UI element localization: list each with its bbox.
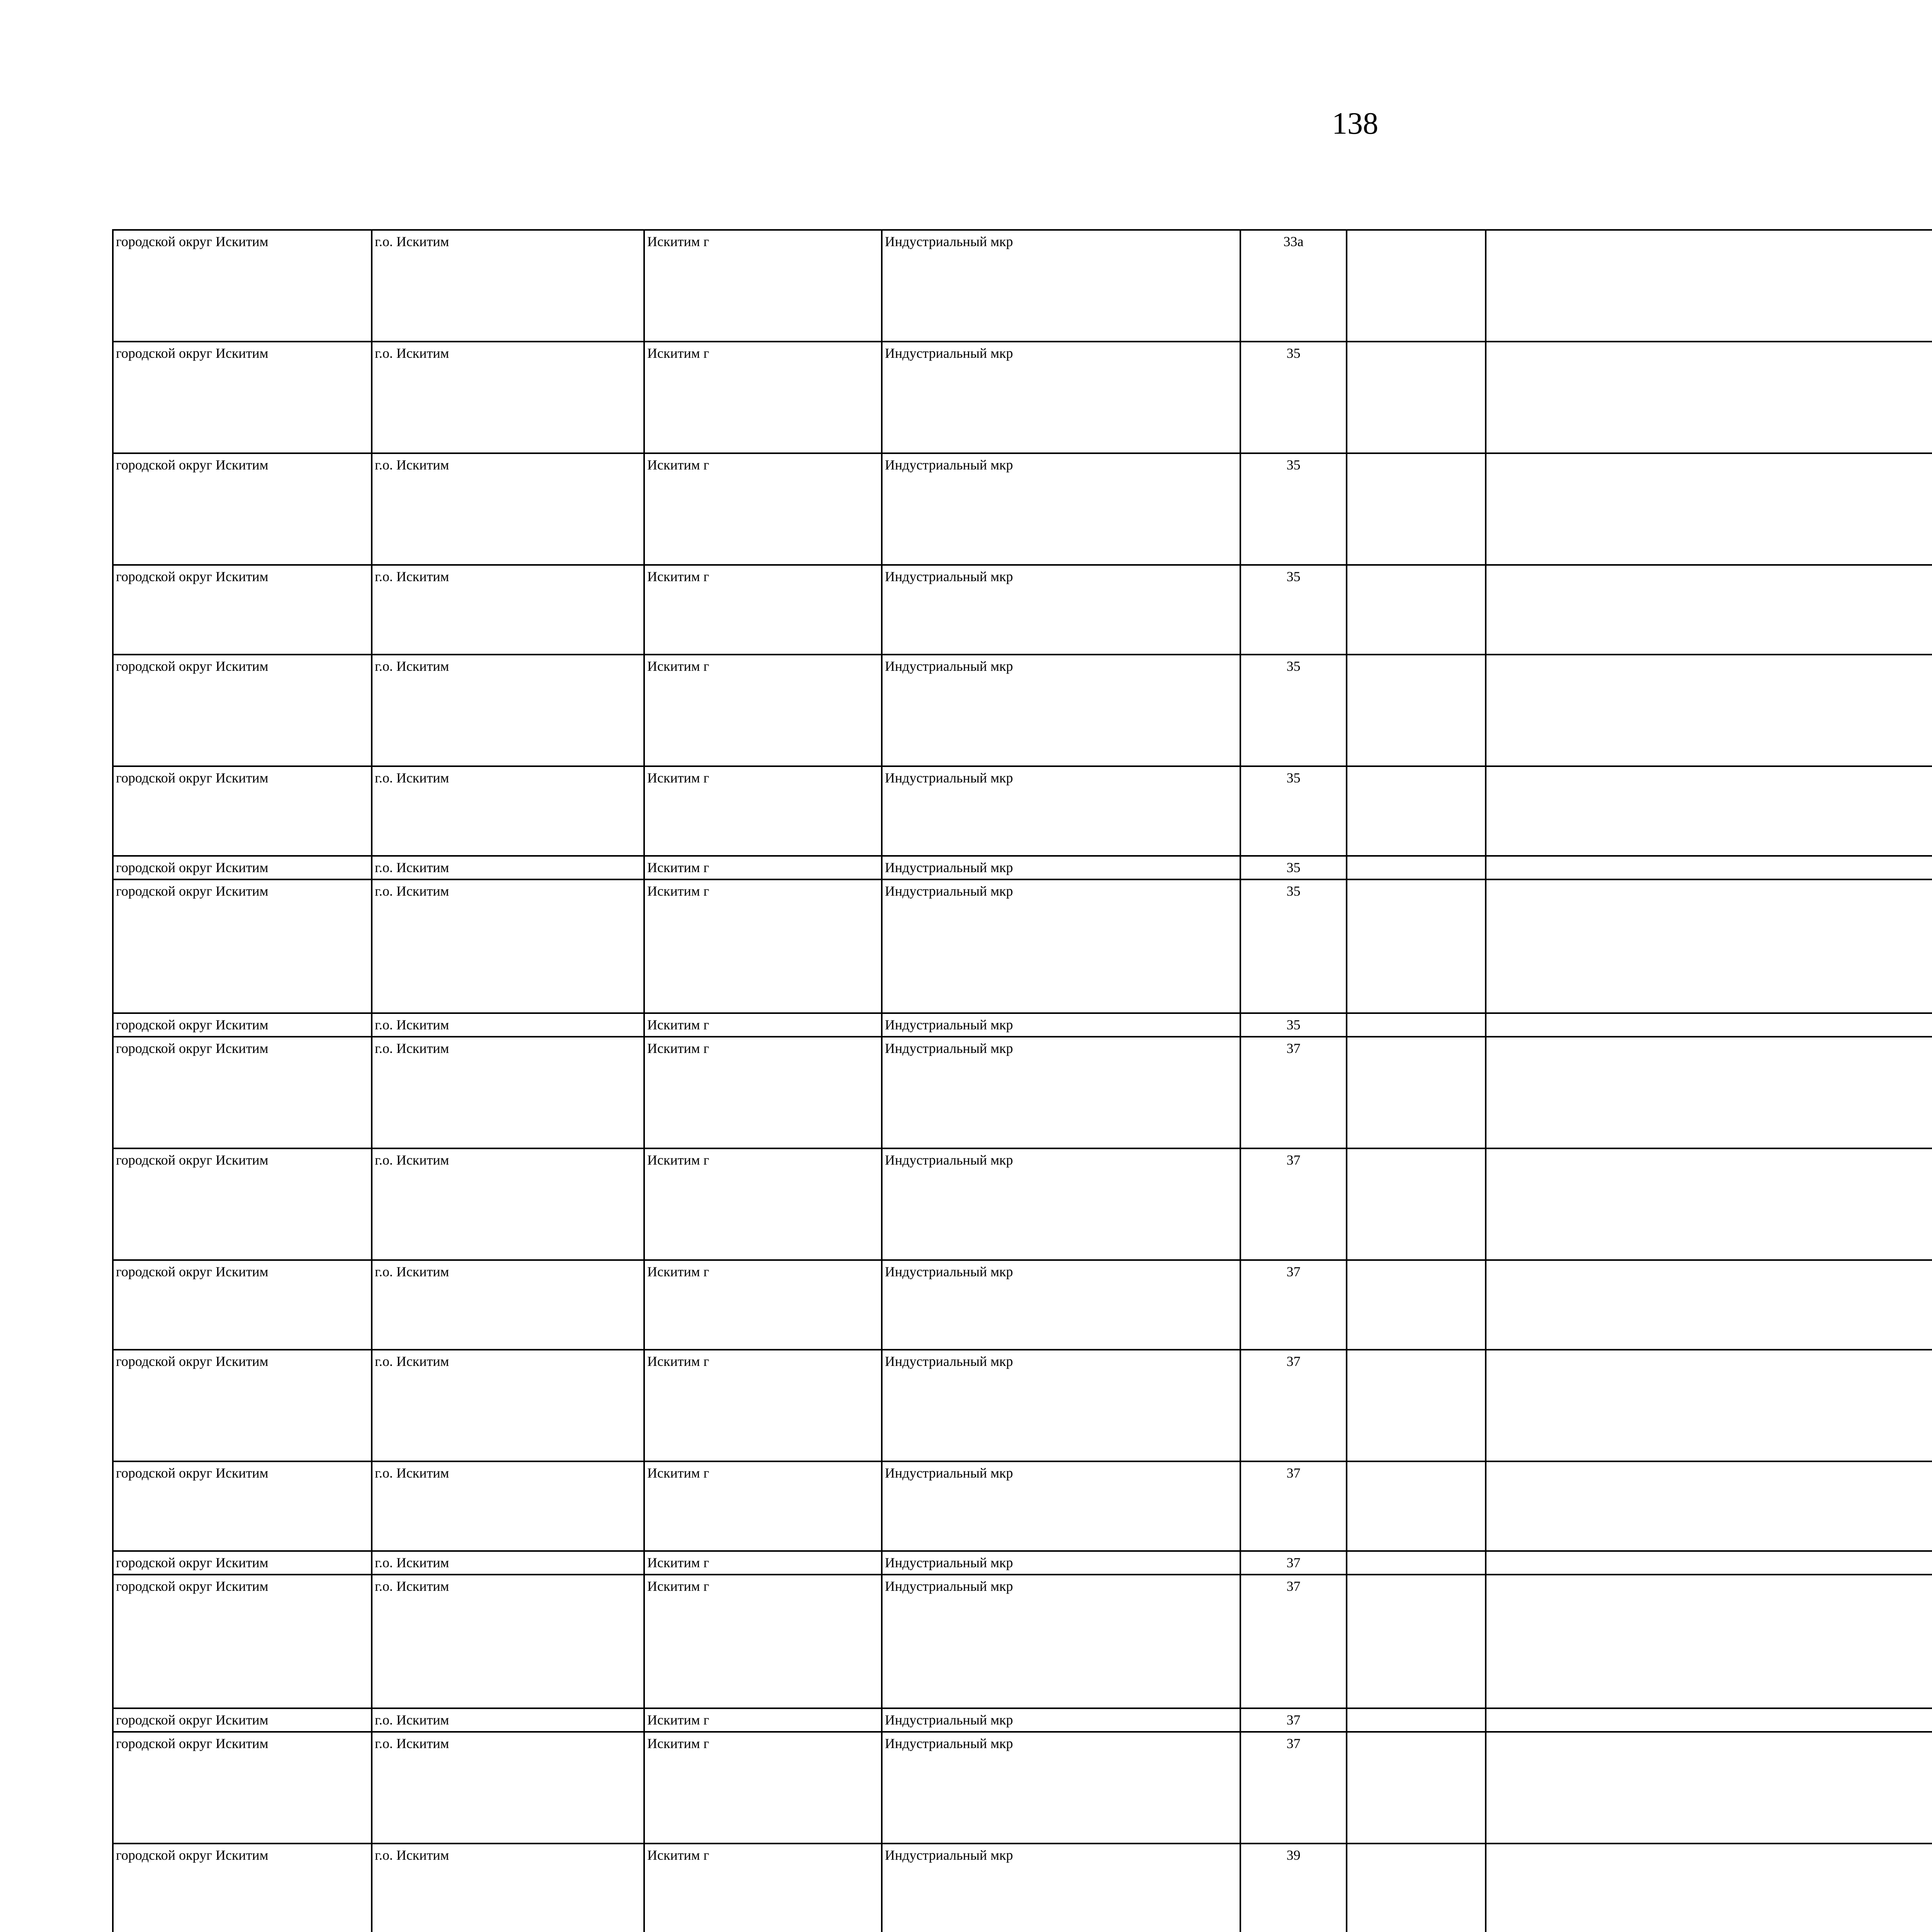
street-cell: Индустриальный мкр [882, 1013, 1240, 1037]
empty-cell [1347, 879, 1486, 1013]
table-row [113, 1708, 1932, 1732]
house-number-cell: 35 [1240, 655, 1347, 766]
build-year-cell [1486, 342, 1932, 453]
house-number-cell: 37 [1240, 1350, 1347, 1461]
municipality-cell: городской округ Искитим [113, 1350, 372, 1461]
build-year-cell [1486, 1037, 1932, 1148]
house-number-cell: 39 [1240, 1844, 1347, 1932]
table-row [113, 1844, 1932, 1932]
house-number-cell: 37 [1240, 1037, 1347, 1148]
empty-cell [1347, 1013, 1486, 1037]
build-year-cell [1486, 565, 1932, 655]
house-number-cell: 35 [1240, 766, 1347, 856]
city-cell: Искитим г [644, 1575, 882, 1708]
empty-cell [1347, 565, 1486, 655]
house-number-cell: 35 [1240, 565, 1347, 655]
street-cell: Индустриальный мкр [882, 655, 1240, 766]
table-row [113, 1013, 1932, 1037]
repair-schedule-table [112, 229, 1932, 1932]
municipality-cell: городской округ Искитим [113, 1575, 372, 1708]
empty-cell [1347, 1350, 1486, 1461]
district-cell: г.о. Искитим [372, 1575, 644, 1708]
street-cell: Индустриальный мкр [882, 1461, 1240, 1551]
build-year-cell [1486, 856, 1932, 879]
municipality-cell: городской округ Искитим [113, 1732, 372, 1844]
street-cell: Индустриальный мкр [882, 1708, 1240, 1732]
build-year-cell [1486, 655, 1932, 766]
empty-cell [1347, 1708, 1486, 1732]
district-cell: г.о. Искитим [372, 1350, 644, 1461]
table-row [113, 342, 1932, 453]
municipality-cell: городской округ Искитим [113, 1551, 372, 1575]
city-cell: Искитим г [644, 879, 882, 1013]
city-cell: Искитим г [644, 1708, 882, 1732]
house-number-cell: 37 [1240, 1461, 1347, 1551]
street-cell: Индустриальный мкр [882, 879, 1240, 1013]
table-row [113, 879, 1932, 1013]
table-row [113, 1575, 1932, 1708]
city-cell: Искитим г [644, 1350, 882, 1461]
district-cell: г.о. Искитим [372, 1732, 644, 1844]
table-row [113, 565, 1932, 655]
table-row [113, 1551, 1932, 1575]
build-year-cell [1486, 1551, 1932, 1575]
empty-cell [1347, 230, 1486, 342]
city-cell: Искитим г [644, 1013, 882, 1037]
municipality-cell: городской округ Искитим [113, 1461, 372, 1551]
city-cell: Искитим г [644, 1037, 882, 1148]
house-number-cell: 35 [1240, 856, 1347, 879]
city-cell: Искитим г [644, 1551, 882, 1575]
table-row [113, 856, 1932, 879]
table-row [113, 1732, 1932, 1844]
empty-cell [1347, 655, 1486, 766]
table-row [113, 1350, 1932, 1461]
build-year-cell [1486, 1844, 1932, 1932]
district-cell: г.о. Искитим [372, 879, 644, 1013]
city-cell: Искитим г [644, 1260, 882, 1350]
street-cell: Индустриальный мкр [882, 1551, 1240, 1575]
district-cell: г.о. Искитим [372, 342, 644, 453]
municipality-cell: городской округ Искитим [113, 1037, 372, 1148]
table-row [113, 766, 1932, 856]
house-number-cell: 37 [1240, 1260, 1347, 1350]
district-cell: г.о. Искитим [372, 1551, 644, 1575]
street-cell: Индустриальный мкр [882, 230, 1240, 342]
municipality-cell: городской округ Искитим [113, 453, 372, 565]
table-row [113, 1148, 1932, 1260]
house-number-cell: 37 [1240, 1732, 1347, 1844]
district-cell: г.о. Искитим [372, 1013, 644, 1037]
table-row [113, 655, 1932, 766]
city-cell: Искитим г [644, 1732, 882, 1844]
build-year-cell [1486, 879, 1932, 1013]
page-number: 138 [1332, 107, 1378, 141]
district-cell: г.о. Искитим [372, 856, 644, 879]
street-cell: Индустриальный мкр [882, 453, 1240, 565]
street-cell: Индустриальный мкр [882, 1844, 1240, 1932]
table-row [113, 453, 1932, 565]
build-year-cell [1486, 1732, 1932, 1844]
municipality-cell: городской округ Искитим [113, 879, 372, 1013]
build-year-cell [1486, 1708, 1932, 1732]
house-number-cell: 37 [1240, 1575, 1347, 1708]
empty-cell [1347, 1575, 1486, 1708]
city-cell: Искитим г [644, 1148, 882, 1260]
house-number-cell: 37 [1240, 1148, 1347, 1260]
street-cell: Индустриальный мкр [882, 1148, 1240, 1260]
street-cell: Индустриальный мкр [882, 1037, 1240, 1148]
empty-cell [1347, 1037, 1486, 1148]
empty-cell [1347, 1461, 1486, 1551]
municipality-cell: городской округ Искитим [113, 766, 372, 856]
district-cell: г.о. Искитим [372, 1148, 644, 1260]
table-row [113, 1037, 1932, 1148]
table-row [113, 1260, 1932, 1350]
house-number-cell: 33а [1240, 230, 1347, 342]
build-year-cell [1486, 1013, 1932, 1037]
municipality-cell: городской округ Искитим [113, 1260, 372, 1350]
city-cell: Искитим г [644, 342, 882, 453]
district-cell: г.о. Искитим [372, 565, 644, 655]
municipality-cell: городской округ Искитим [113, 1708, 372, 1732]
build-year-cell [1486, 230, 1932, 342]
table-body [113, 230, 1932, 1932]
district-cell: г.о. Искитим [372, 453, 644, 565]
street-cell: Индустриальный мкр [882, 856, 1240, 879]
city-cell: Искитим г [644, 230, 882, 342]
district-cell: г.о. Искитим [372, 230, 644, 342]
city-cell: Искитим г [644, 655, 882, 766]
district-cell: г.о. Искитим [372, 655, 644, 766]
empty-cell [1347, 453, 1486, 565]
build-year-cell [1486, 766, 1932, 856]
house-number-cell: 35 [1240, 342, 1347, 453]
house-number-cell: 35 [1240, 1013, 1347, 1037]
district-cell: г.о. Искитим [372, 1708, 644, 1732]
build-year-cell [1486, 1350, 1932, 1461]
build-year-cell [1486, 1461, 1932, 1551]
city-cell: Искитим г [644, 766, 882, 856]
district-cell: г.о. Искитим [372, 1260, 644, 1350]
build-year-cell [1486, 1148, 1932, 1260]
municipality-cell: городской округ Искитим [113, 856, 372, 879]
municipality-cell: городской округ Искитим [113, 1013, 372, 1037]
empty-cell [1347, 1844, 1486, 1932]
city-cell: Искитим г [644, 856, 882, 879]
district-cell: г.о. Искитим [372, 1461, 644, 1551]
table-row [113, 1461, 1932, 1551]
empty-cell [1347, 1732, 1486, 1844]
municipality-cell: городской округ Искитим [113, 565, 372, 655]
street-cell: Индустриальный мкр [882, 1575, 1240, 1708]
city-cell: Искитим г [644, 565, 882, 655]
municipality-cell: городской округ Искитим [113, 342, 372, 453]
build-year-cell [1486, 1260, 1932, 1350]
district-cell: г.о. Искитим [372, 766, 644, 856]
house-number-cell: 35 [1240, 453, 1347, 565]
house-number-cell: 37 [1240, 1708, 1347, 1732]
empty-cell [1347, 1551, 1486, 1575]
district-cell: г.о. Искитим [372, 1844, 644, 1932]
build-year-cell [1486, 453, 1932, 565]
city-cell: Искитим г [644, 1461, 882, 1551]
table-row [113, 230, 1932, 342]
empty-cell [1347, 342, 1486, 453]
municipality-cell: городской округ Искитим [113, 655, 372, 766]
empty-cell [1347, 766, 1486, 856]
empty-cell [1347, 856, 1486, 879]
street-cell: Индустриальный мкр [882, 565, 1240, 655]
municipality-cell: городской округ Искитим [113, 1844, 372, 1932]
street-cell: Индустриальный мкр [882, 1732, 1240, 1844]
empty-cell [1347, 1148, 1486, 1260]
district-cell: г.о. Искитим [372, 1037, 644, 1148]
city-cell: Искитим г [644, 1844, 882, 1932]
municipality-cell: городской округ Искитим [113, 230, 372, 342]
street-cell: Индустриальный мкр [882, 342, 1240, 453]
street-cell: Индустриальный мкр [882, 1350, 1240, 1461]
house-number-cell: 37 [1240, 1551, 1347, 1575]
street-cell: Индустриальный мкр [882, 766, 1240, 856]
street-cell: Индустриальный мкр [882, 1260, 1240, 1350]
house-number-cell: 35 [1240, 879, 1347, 1013]
municipality-cell: городской округ Искитим [113, 1148, 372, 1260]
city-cell: Искитим г [644, 453, 882, 565]
empty-cell [1347, 1260, 1486, 1350]
build-year-cell [1486, 1575, 1932, 1708]
